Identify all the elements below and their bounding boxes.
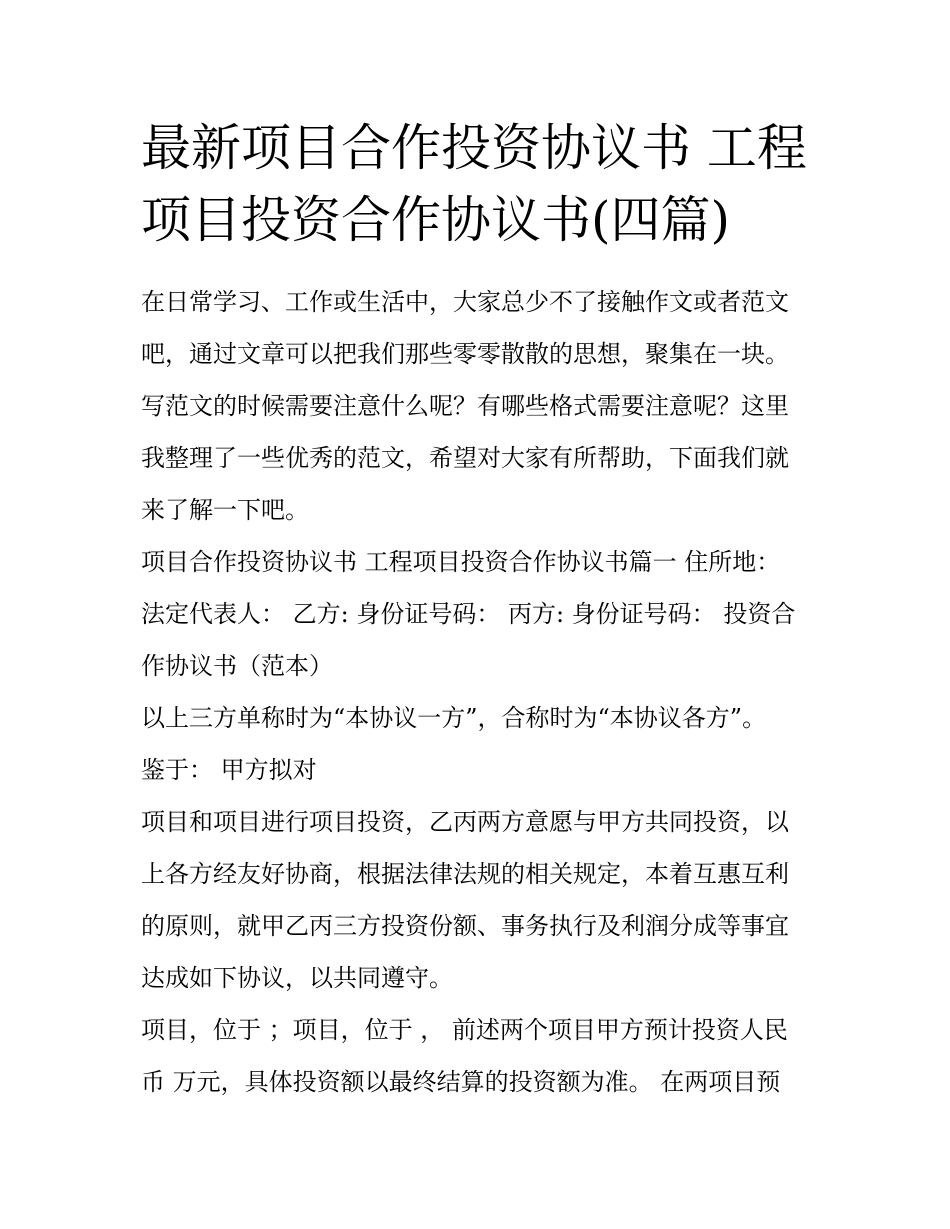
text-line: 写范文的时候需要注意什么呢？有哪些格式需要注意呢？这里 — [141, 392, 789, 420]
text-line: 吧，通过文章可以把我们那些零零散散的思想，聚集在一块。 — [141, 340, 789, 368]
paragraph-purpose — [141, 796, 831, 1004]
document-title — [141, 112, 831, 256]
text-line: 项目和项目进行项目投资，乙丙两方意愿与甲方共同投资，以 — [141, 808, 789, 836]
text-line: 上各方经友好协商，根据法律法规的相关规定，本着互惠互利 — [141, 860, 789, 888]
text-line: 以上三方单称时为“本协议一方”，合称时为“本协议各方”。 — [141, 704, 767, 732]
text-line: 法定代表人： 乙方: 身份证号码： 丙方: 身份证号码： 投资合 — [141, 600, 796, 628]
title-line-2: 项目投资合作协议书(四篇) — [141, 191, 731, 249]
text-line: 币 万元，具体投资额以最终结算的投资额为准。 在两项目预 — [141, 1068, 781, 1096]
paragraph-definition — [141, 692, 831, 744]
text-line: 项目，位于 ；项目，位于 ， 前述两个项目甲方预计投资人民 — [141, 1016, 788, 1044]
text-line: 鉴于： 甲方拟对 — [141, 756, 317, 784]
document-body — [141, 276, 831, 1108]
text-line: 项目合作投资协议书 工程项目投资合作协议书篇一 住所地： — [141, 548, 781, 576]
text-line: 作协议书（范本） — [141, 652, 333, 680]
text-line: 达成如下协议，以共同遵守。 — [141, 964, 453, 992]
text-line: 的原则，就甲乙丙三方投资份额、事务执行及利润分成等事宜 — [141, 912, 789, 940]
paragraph-whereas — [141, 744, 831, 796]
paragraph-parties — [141, 536, 831, 692]
paragraph-project — [141, 1004, 831, 1108]
paragraph-intro — [141, 276, 831, 536]
text-line: 来了解一下吧。 — [141, 496, 309, 524]
text-line: 在日常学习、工作或生活中，大家总少不了接触作文或者范文 — [141, 288, 789, 316]
title-line-1: 最新项目合作投资协议书 工程 — [141, 119, 807, 177]
text-line: 我整理了一些优秀的范文，希望对大家有所帮助，下面我们就 — [141, 444, 789, 472]
